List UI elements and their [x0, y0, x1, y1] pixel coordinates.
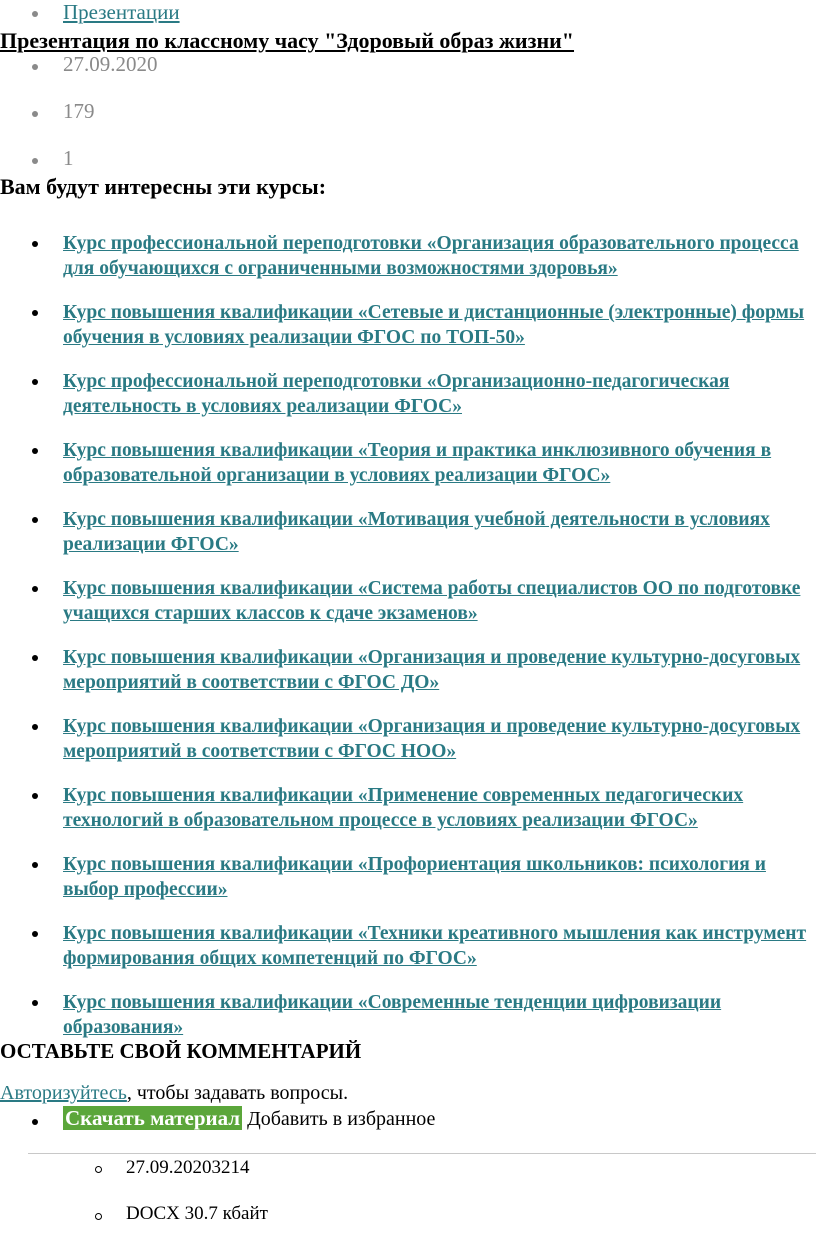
course-link[interactable]: Курс повышения квалификации «Теория и практика инклюзивного обучения в образовательной организации в условиях реализации ФГОС» [63, 440, 772, 486]
course-link[interactable]: Курс повышения квалификации «Современные тенденции цифровизации образования» [63, 992, 722, 1038]
breadcrumb-link-presentations[interactable]: Презентации [63, 0, 180, 24]
bullet [95, 1213, 102, 1220]
course-link[interactable]: Курс профессиональной переподготовки «Организационно-педагогическая деятельность в условиях реализации ФГОС» [63, 371, 730, 417]
bullet [32, 724, 38, 730]
bullet [32, 11, 38, 17]
page-title: Презентация по классному часу "Здоровый образ жизни" [0, 28, 575, 53]
bullet [32, 931, 38, 937]
bullet [32, 586, 38, 592]
actions-row [63, 1106, 435, 1131]
bullet [32, 111, 38, 117]
course-link[interactable]: Курс повышения квалификации «Профориентация школьников: психология и выбор профессии» [63, 854, 766, 900]
course-link[interactable]: Курс повышения квалификации «Применение современных педагогических технологий в образовательном процессе в условиях реализации ФГОС» [63, 785, 744, 831]
auth-prompt [0, 1082, 348, 1105]
comments-count: 1 [63, 146, 74, 170]
course-link[interactable]: Курс повышения квалификации «Система работы специалистов ОО по подготовке учащихся старших классов к сдаче экзаменов» [63, 578, 801, 624]
comments-heading: ОСТАВЬТЕ СВОЙ КОММЕНТАРИЙ [0, 1039, 362, 1063]
file-format-size: DOCX 30.7 кбайт [126, 1203, 268, 1224]
bullet [32, 158, 38, 164]
auth-prompt-text: , чтобы задавать вопросы. [126, 1082, 349, 1104]
bullet [32, 862, 38, 868]
course-link[interactable]: Курс профессиональной переподготовки «Организация образовательного процесса для обучающихся с ограниченными возможностями здоровья» [63, 233, 799, 279]
publish-date: 27.09.2020 [63, 52, 158, 76]
course-link[interactable]: Курс повышения квалификации «Техники креативного мышления как инструмент формирования общих компетенций по ФГОС» [63, 923, 807, 969]
bullet [32, 310, 38, 316]
bullet [32, 379, 38, 385]
bullet [32, 448, 38, 454]
bullet [32, 241, 38, 247]
bullet [32, 793, 38, 799]
login-link[interactable]: Авторизуйтесь [0, 1082, 127, 1104]
course-link[interactable]: Курс повышения квалификации «Организация и проведение культурно-досуговых мероприятий в соответствии с ФГОС НОО» [63, 716, 801, 762]
bullet [32, 1119, 38, 1125]
course-link[interactable]: Курс повышения квалификации «Мотивация учебной деятельности в условиях реализации ФГОС» [63, 509, 770, 555]
bullet [32, 1000, 38, 1006]
course-link[interactable]: Курс повышения квалификации «Организация и проведение культурно-досуговых мероприятий в соответствии с ФГОС ДО» [63, 647, 801, 693]
bullet [95, 1166, 102, 1173]
add-to-favorites-button[interactable]: Добавить в избранное [247, 1108, 436, 1130]
course-link[interactable]: Курс повышения квалификации «Сетевые и дистанционные (электронные) формы обучения в условиях реализации ФГОС по ТОП-50» [63, 302, 805, 348]
file-date: 27.09.20203214 [126, 1157, 250, 1178]
download-button[interactable]: Скачать материал [65, 1106, 241, 1130]
bullet [32, 64, 38, 70]
divider [28, 1153, 816, 1154]
views-count: 179 [63, 99, 95, 123]
bullet [32, 517, 38, 523]
courses-heading: Вам будут интересны эти курсы: [0, 174, 327, 199]
bullet [32, 655, 38, 661]
